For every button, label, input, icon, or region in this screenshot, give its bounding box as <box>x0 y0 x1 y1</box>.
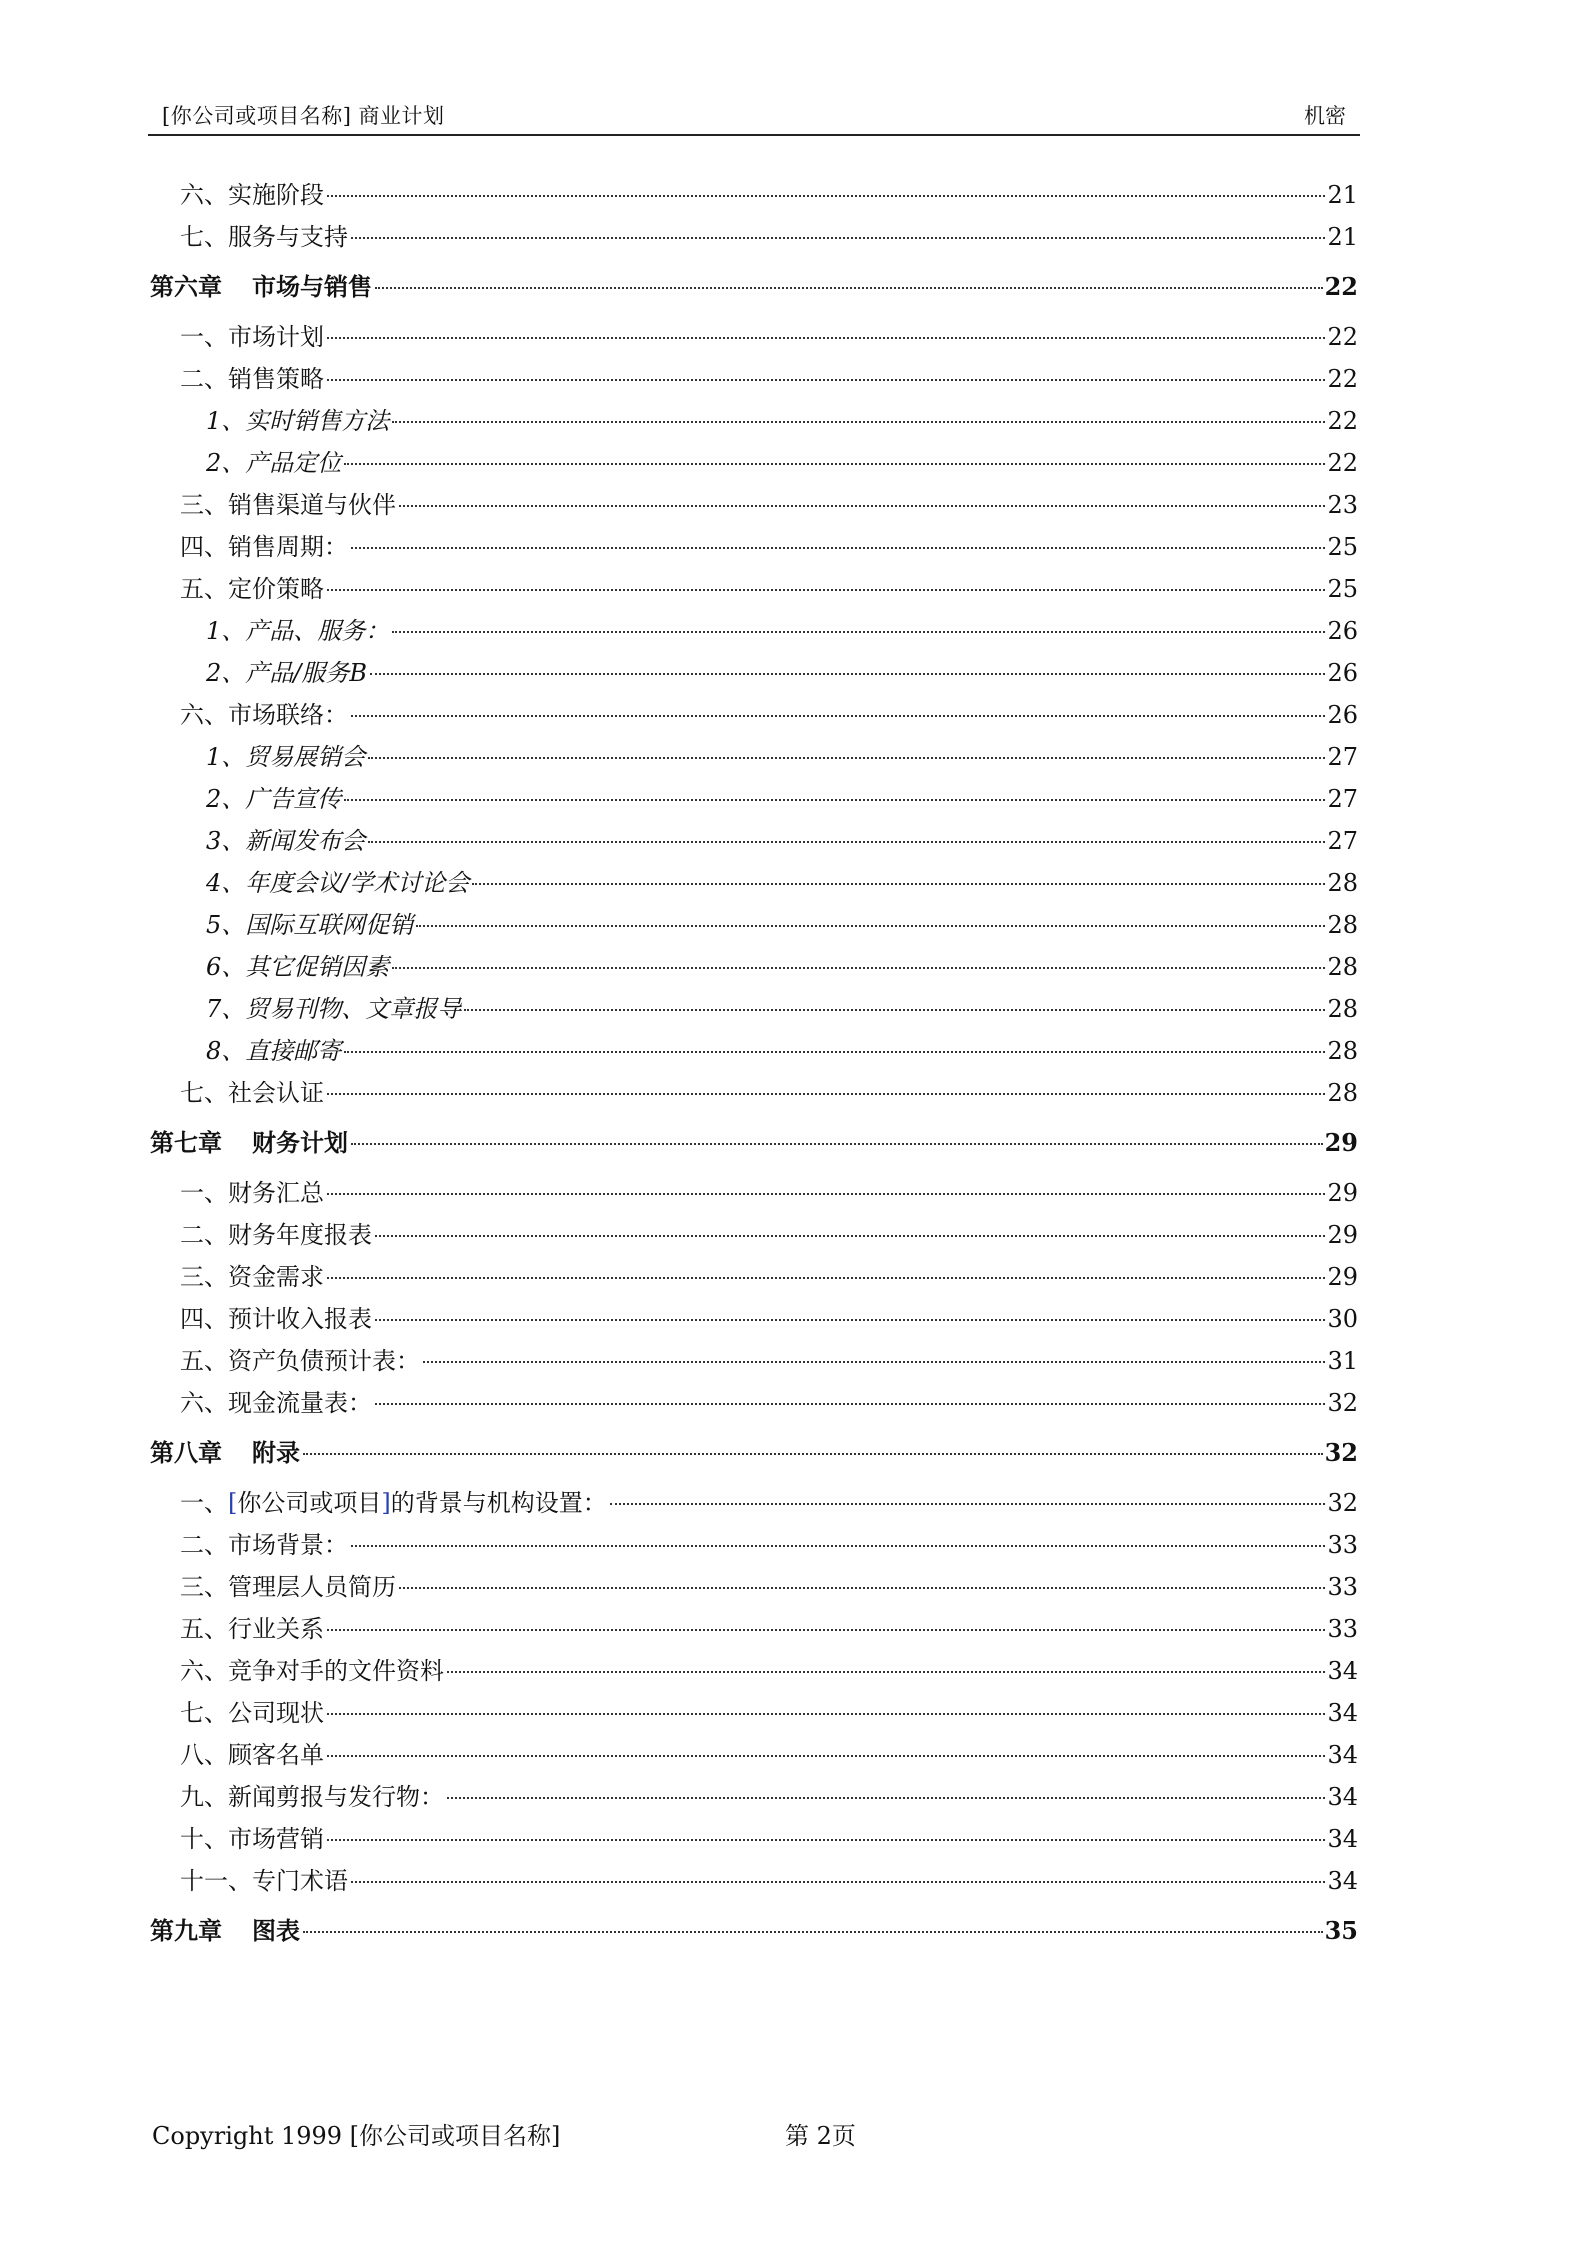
toc-dot-leader <box>370 673 1325 675</box>
toc-page-number: 29 <box>1327 1221 1358 1249</box>
toc-entry-label: 二、销售策略 <box>180 365 324 393</box>
toc-dot-leader <box>375 1319 1325 1321</box>
toc-page-number: 26 <box>1327 701 1358 729</box>
toc-page-number: 32 <box>1324 1438 1358 1467</box>
toc-page-number: 28 <box>1327 1079 1358 1107</box>
toc-page-number: 22 <box>1327 365 1358 393</box>
toc-entry-label: 2、产品/服务B <box>206 659 367 687</box>
toc-dot-leader <box>368 841 1325 843</box>
toc-dot-leader <box>416 925 1325 927</box>
toc-page-number: 25 <box>1327 533 1358 561</box>
toc-dot-leader <box>327 1629 1325 1631</box>
toc-dot-leader <box>375 1403 1325 1405</box>
toc-entry-label: 三、管理层人员简历 <box>180 1573 396 1601</box>
toc-entry-label: 七、社会认证 <box>180 1079 324 1107</box>
footer-copyright: Copyright 1999 [你公司或项目名称] <box>152 2122 561 2150</box>
page-header <box>148 96 1360 136</box>
toc-dot-leader <box>423 1361 1325 1363</box>
toc-entry-label-part: ] <box>381 1489 391 1517</box>
toc-entry-label <box>150 1114 348 1172</box>
toc-entry-label: 六、实施阶段 <box>180 181 324 209</box>
toc-dot-leader <box>447 1671 1325 1673</box>
toc-entry[interactable] <box>150 1214 1358 1256</box>
toc-page-number: 23 <box>1327 491 1358 519</box>
toc-entry-label: 七、公司现状 <box>180 1699 324 1727</box>
toc-entry-label: 1、实时销售方法 <box>206 407 390 435</box>
toc-chapter-number: 第九章 <box>150 1916 222 1945</box>
toc-entry-label: 5、国际互联网促销 <box>206 911 414 939</box>
toc-page-number: 26 <box>1327 617 1358 645</box>
toc-entry-label: 三、资金需求 <box>180 1263 324 1291</box>
toc-dot-leader <box>303 1453 1323 1455</box>
toc-chapter-entry[interactable] <box>150 1424 1358 1482</box>
toc-entry-label: 六、市场联络： <box>180 701 348 729</box>
toc-dot-leader <box>327 1713 1325 1715</box>
toc-dot-leader <box>327 1277 1325 1279</box>
toc-page-number: 33 <box>1327 1573 1358 1601</box>
toc-dot-leader <box>351 1881 1325 1883</box>
toc-dot-leader <box>399 505 1325 507</box>
toc-page-number: 27 <box>1327 827 1358 855</box>
toc-entry[interactable] <box>150 694 1358 736</box>
toc-entry-label: 六、竞争对手的文件资料 <box>180 1657 444 1685</box>
toc-entry[interactable] <box>150 778 1358 820</box>
toc-dot-leader <box>610 1503 1326 1505</box>
toc-entry-label-part: [ <box>228 1489 238 1517</box>
toc-chapter-title: 附录 <box>252 1438 300 1467</box>
toc-dot-leader <box>327 1755 1325 1757</box>
toc-entry[interactable] <box>150 652 1358 694</box>
toc-page-number: 21 <box>1327 223 1358 251</box>
toc-chapter-entry[interactable] <box>150 1902 1358 1960</box>
toc-page-number: 29 <box>1327 1263 1358 1291</box>
toc-entry[interactable] <box>150 1566 1358 1608</box>
toc-dot-leader <box>327 379 1325 381</box>
toc-dot-leader <box>351 1545 1325 1547</box>
toc-entry[interactable] <box>150 1818 1358 1860</box>
toc-dot-leader <box>351 715 1325 717</box>
toc-entry[interactable] <box>150 946 1358 988</box>
toc-entry-label <box>180 1482 607 1524</box>
toc-entry-label: 十一、专门术语 <box>180 1867 348 1895</box>
toc-entry[interactable] <box>150 1734 1358 1776</box>
toc-entry[interactable] <box>150 216 1358 258</box>
toc-page-number: 33 <box>1327 1531 1358 1559</box>
toc-entry-label: 三、销售渠道与伙伴 <box>180 491 396 519</box>
toc-entry[interactable] <box>150 1340 1358 1382</box>
toc-entry[interactable] <box>150 1524 1358 1566</box>
toc-entry[interactable] <box>150 1608 1358 1650</box>
toc-entry-label: 一、市场计划 <box>180 323 324 351</box>
toc-entry[interactable] <box>150 400 1358 442</box>
toc-entry[interactable] <box>150 442 1358 484</box>
toc-dot-leader <box>392 967 1325 969</box>
toc-page-number: 32 <box>1327 1489 1358 1517</box>
toc-entry-label: 2、产品定位 <box>206 449 342 477</box>
toc-page-number: 32 <box>1327 1389 1358 1417</box>
toc-entry[interactable] <box>150 1382 1358 1424</box>
toc-entry-label: 九、新闻剪报与发行物： <box>180 1783 444 1811</box>
toc-entry[interactable] <box>150 1482 1358 1524</box>
toc-page-number: 34 <box>1327 1783 1358 1811</box>
toc-chapter-title: 图表 <box>252 1916 300 1945</box>
toc-entry[interactable] <box>150 484 1358 526</box>
toc-page-number: 28 <box>1327 995 1358 1023</box>
toc-page-number: 29 <box>1324 1128 1358 1157</box>
toc-page-number: 34 <box>1327 1657 1358 1685</box>
toc-page-number: 21 <box>1327 181 1358 209</box>
toc-page-number: 34 <box>1327 1867 1358 1895</box>
toc-entry[interactable] <box>150 904 1358 946</box>
toc-entry[interactable] <box>150 174 1358 216</box>
toc-page-number: 22 <box>1324 272 1358 301</box>
toc-entry-label: 四、销售周期： <box>180 533 348 561</box>
toc-entry[interactable] <box>150 316 1358 358</box>
toc-page-number: 28 <box>1327 953 1358 981</box>
toc-dot-leader <box>344 1051 1325 1053</box>
toc-dot-leader <box>351 1143 1323 1145</box>
toc-entry[interactable] <box>150 358 1358 400</box>
toc-dot-leader <box>327 1193 1325 1195</box>
toc-dot-leader <box>392 421 1325 423</box>
toc-entry[interactable] <box>150 1692 1358 1734</box>
toc-dot-leader <box>344 799 1325 801</box>
toc-entry[interactable] <box>150 820 1358 862</box>
toc-entry[interactable] <box>150 1256 1358 1298</box>
toc-dot-leader <box>368 757 1325 759</box>
toc-entry-label: 五、行业关系 <box>180 1615 324 1643</box>
toc-dot-leader <box>375 1235 1325 1237</box>
toc-entry-label: 4、年度会议/学术讨论会 <box>206 869 470 897</box>
toc-dot-leader <box>399 1587 1325 1589</box>
toc-entry[interactable] <box>150 736 1358 778</box>
toc-entry[interactable] <box>150 862 1358 904</box>
toc-page-number: 34 <box>1327 1699 1358 1727</box>
toc-page-number: 22 <box>1327 323 1358 351</box>
toc-entry-label: 八、顾客名单 <box>180 1741 324 1769</box>
toc-chapter-number: 第六章 <box>150 272 222 301</box>
toc-page-number: 35 <box>1324 1916 1358 1945</box>
toc-dot-leader <box>392 631 1325 633</box>
toc-entry-label <box>150 1424 300 1482</box>
toc-dot-leader <box>327 195 1325 197</box>
toc-dot-leader <box>375 287 1323 289</box>
header-confidential: 机密 <box>1304 104 1346 128</box>
toc-dot-leader <box>447 1797 1325 1799</box>
table-of-contents <box>150 174 1358 1960</box>
toc-entry-label: 1、贸易展销会 <box>206 743 366 771</box>
toc-dot-leader <box>344 463 1325 465</box>
toc-chapter-number: 第七章 <box>150 1128 222 1157</box>
footer-page-number: 第 2页 <box>785 2122 856 2150</box>
toc-entry-label: 二、市场背景： <box>180 1531 348 1559</box>
toc-page-number: 34 <box>1327 1741 1358 1769</box>
toc-page-number: 31 <box>1327 1347 1358 1375</box>
toc-page-number: 28 <box>1327 869 1358 897</box>
toc-dot-leader <box>303 1931 1323 1933</box>
toc-dot-leader <box>351 237 1325 239</box>
toc-entry[interactable] <box>150 1776 1358 1818</box>
toc-entry[interactable] <box>150 1030 1358 1072</box>
toc-entry-label: 二、财务年度报表 <box>180 1221 372 1249</box>
header-title: [你公司或项目名称] 商业计划 <box>162 104 445 128</box>
toc-chapter-title: 财务计划 <box>252 1128 348 1157</box>
toc-entry-label: 8、直接邮寄 <box>206 1037 342 1065</box>
toc-page-number: 27 <box>1327 785 1358 813</box>
toc-dot-leader <box>327 1093 1325 1095</box>
toc-page-number: 34 <box>1327 1825 1358 1853</box>
toc-page-number: 28 <box>1327 1037 1358 1065</box>
toc-entry-label-part: 的背景与机构设置： <box>390 1489 607 1517</box>
toc-page-number: 26 <box>1327 659 1358 687</box>
toc-entry-label: 五、资产负债预计表： <box>180 1347 420 1375</box>
toc-entry[interactable] <box>150 526 1358 568</box>
toc-entry-label: 四、预计收入报表 <box>180 1305 372 1333</box>
toc-dot-leader <box>327 589 1325 591</box>
toc-entry-label: 十、市场营销 <box>180 1825 324 1853</box>
toc-entry[interactable] <box>150 568 1358 610</box>
toc-page-number: 22 <box>1327 407 1358 435</box>
toc-entry-label: 3、新闻发布会 <box>206 827 366 855</box>
toc-chapter-number: 第八章 <box>150 1438 222 1467</box>
toc-page-number: 29 <box>1327 1179 1358 1207</box>
toc-entry[interactable] <box>150 1298 1358 1340</box>
toc-entry-label: 七、服务与支持 <box>180 223 348 251</box>
toc-entry[interactable] <box>150 610 1358 652</box>
toc-chapter-entry[interactable] <box>150 1114 1358 1172</box>
toc-entry-label: 7、贸易刊物、文章报导 <box>206 995 462 1023</box>
toc-dot-leader <box>351 547 1325 549</box>
toc-page-number: 25 <box>1327 575 1358 603</box>
toc-page-number: 30 <box>1327 1305 1358 1333</box>
toc-page-number: 28 <box>1327 911 1358 939</box>
toc-entry-label: 6、其它促销因素 <box>206 953 390 981</box>
toc-entry[interactable] <box>150 1650 1358 1692</box>
toc-entry[interactable] <box>150 1172 1358 1214</box>
toc-entry-label: 六、现金流量表： <box>180 1389 372 1417</box>
toc-page-number: 33 <box>1327 1615 1358 1643</box>
toc-entry-label: 2、广告宣传 <box>206 785 342 813</box>
toc-entry-label: 五、定价策略 <box>180 575 324 603</box>
toc-dot-leader <box>472 883 1325 885</box>
toc-entry-label <box>150 258 372 316</box>
toc-chapter-title: 市场与销售 <box>252 272 372 301</box>
toc-entry-label: 1、产品、服务： <box>206 617 390 645</box>
toc-entry[interactable] <box>150 988 1358 1030</box>
toc-entry-label: 一、财务汇总 <box>180 1179 324 1207</box>
toc-entry-label <box>150 1902 300 1960</box>
toc-entry-label-part: 一、 <box>180 1489 228 1517</box>
toc-entry-label-part: 你公司或项目 <box>237 1489 382 1517</box>
toc-chapter-entry[interactable] <box>150 258 1358 316</box>
toc-dot-leader <box>464 1009 1325 1011</box>
toc-page-number: 27 <box>1327 743 1358 771</box>
toc-dot-leader <box>327 337 1325 339</box>
toc-entry[interactable] <box>150 1072 1358 1114</box>
toc-entry[interactable] <box>150 1860 1358 1902</box>
toc-dot-leader <box>327 1839 1325 1841</box>
toc-page-number: 22 <box>1327 449 1358 477</box>
